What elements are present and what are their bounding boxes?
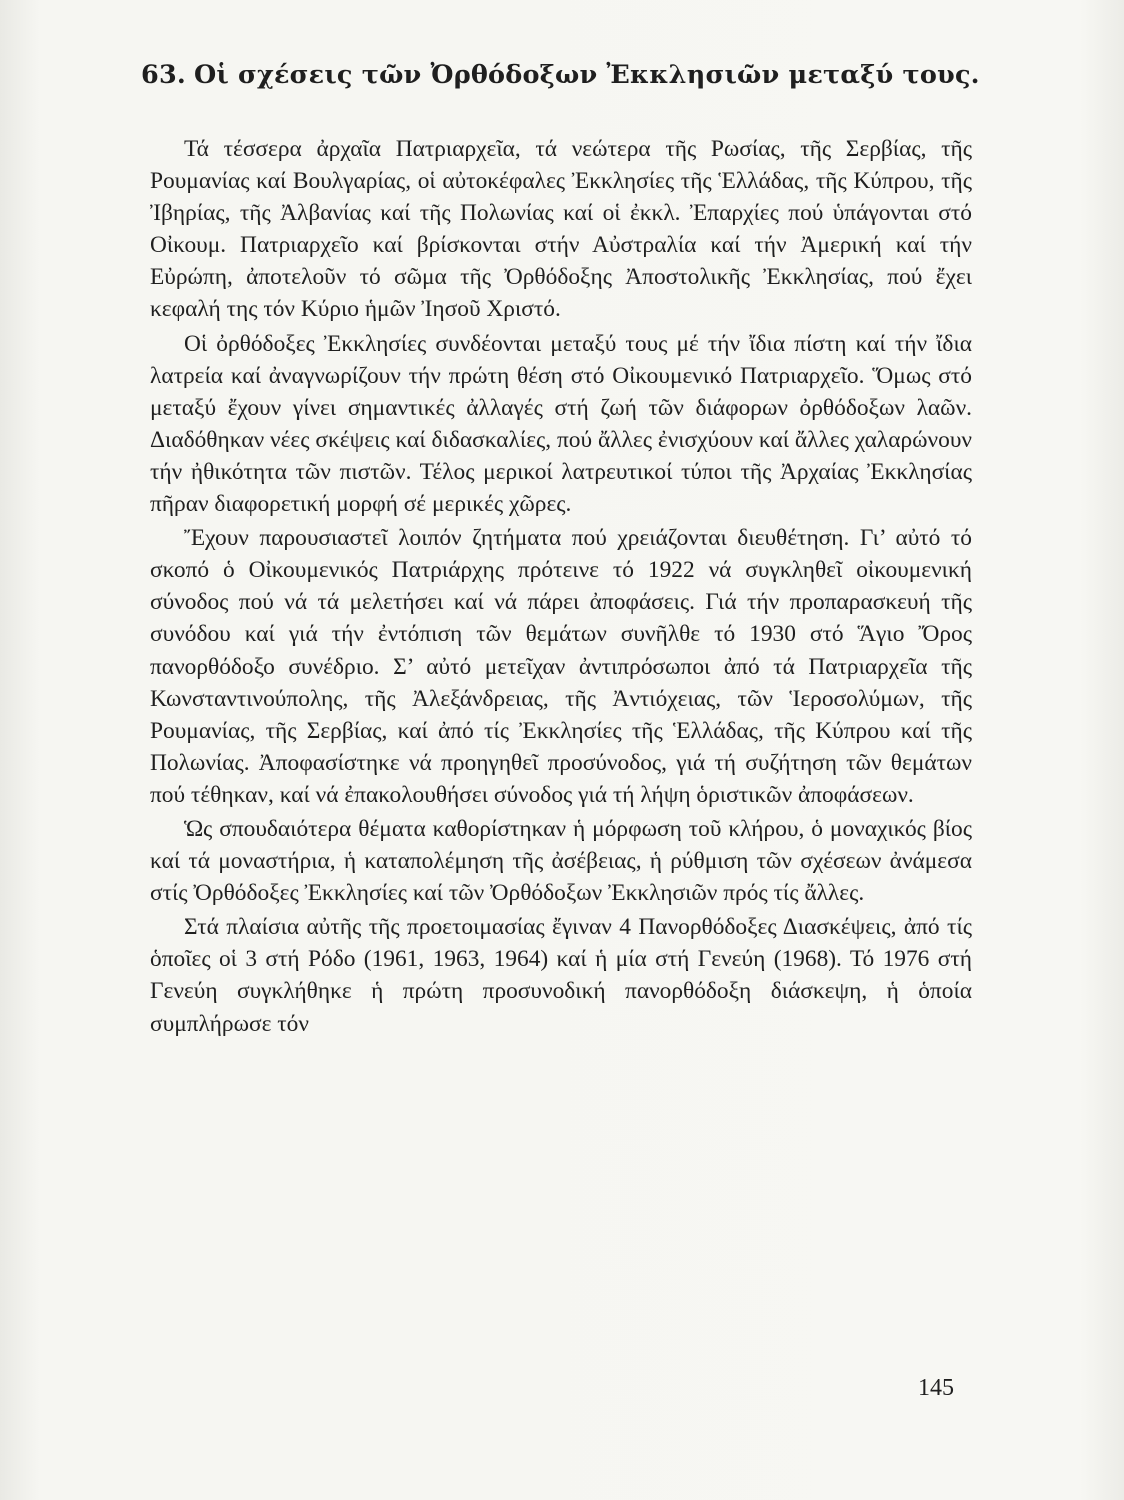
paragraph-1: Τά τέσσερα ἀρχαῖα Πατριαρχεῖα, τά νεώτερα τῆς Ρωσίας, τῆς Σερβίας, τῆς Ρουμανίας καί Βουλγαρίας, οἱ αὐτοκέφαλες Ἐκκλησίες τῆς Ἑλλάδας, τῆς Κύπρου, τῆς Ἰβηρίας, τῆς Ἀλβανίας καί τῆς Πολωνίας καί οἱ ἐκκλ. Ἐπαρχίες πού ὑπάγονται στό Οἰκουμ. Πατριαρχεῖο καί βρίσκονται στήν Αὐστραλία καί τήν Ἀμερική καί τήν Εὐρώπη, ἀποτελοῦν τό σῶμα τῆς Ὀρθόδοξης Ἀποστολικῆς Ἐκκλησίας, πού ἔχει κεφαλή της τόν Κύριο ἡμῶν Ἰησοῦ Χριστό. [150, 136, 972, 323]
section-title: Οἱ σχέσεις τῶν Ὀρθόδοξων Ἐκκλησιῶν μεταξύ τους. [193, 60, 980, 90]
body-text [150, 133, 972, 1040]
paragraph-5: Στά πλαίσια αὐτῆς τῆς προετοιμασίας ἔγιναν 4 Πανορθόδοξες Διασκέψεις, ἀπό τίς ὁποῖες οἱ 3 στή Ρόδο (1961, 1963, 1964) καί ἡ μία στή Γενεύη (1968). Τό 1976 στή Γενεύη συγκλήθηκε ἡ πρώτη προσυνοδική πανορθόδοξη διάσκεψη, ἡ ὁποία συμπλήρωσε τόν [150, 914, 972, 1037]
section-heading [141, 60, 1001, 90]
section-number: 63. [141, 60, 186, 90]
paragraph-3: Ἔχουν παρουσιαστεῖ λοιπόν ζητήματα πού χρειάζονται διευθέτηση. Γι’ αὐτό τό σκοπό ὁ Οἰκουμενικός Πατριάρχης πρότεινε τό 1922 νά συγκληθεῖ οἰκουμενική σύνοδος πού νά τά μελετήσει καί νά πάρει ἀποφάσεις. Γιά τήν προπαρασκευή τῆς συνόδου καί γιά τήν ἐντόπιση τῶν θεμάτων συνῆλθε τό 1930 στό Ἅγιο Ὄρος πανορθόδοξο συνέδριο. Σ’ αὐτό μετεῖχαν ἀντιπρόσωποι ἀπό τά Πατριαρχεῖα τῆς Κωνσταντινούπολης, τῆς Ἀλεξάνδρειας, τῆς Ἀντιόχειας, τῶν Ἱεροσολύμων, τῆς Ρουμανίας, τῆς Σερβίας, καί ἀπό τίς Ἐκκλησίες τῆς Ἑλλάδας, τῆς Κύπρου καί τῆς Πολωνίας. Ἀποφασίστηκε νά προηγηθεῖ προσύνοδος, γιά τή συζήτηση τῶν θεμάτων πού τέθηκαν, καί νά ἐπακολουθήσει σύνοδος γιά τή λήψη ὁριστικῶν ἀποφάσεων. [150, 525, 972, 808]
page-number: 145 [918, 1375, 954, 1401]
paragraph-2: Οἱ ὀρθόδοξες Ἐκκλησίες συνδέονται μεταξύ τους μέ τήν ἴδια πίστη καί τήν ἴδια λατρεία καί ἀναγνωρίζουν τήν πρώτη θέση στό Οἰκουμενικό Πατριαρχεῖο. Ὅμως στό μεταξύ ἔχουν γίνει σημαντικές ἀλλαγές στή ζωή τῶν διάφορων ὀρθόδοξων λαῶν. Διαδόθηκαν νέες σκέψεις καί διδασκαλίες, πού ἄλλες ἐνισχύουν καί ἄλλες χαλαρώνουν τήν ἠθικότητα τῶν πιστῶν. Τέλος μερικοί λατρευτικοί τύποι τῆς Ἀρχαίας Ἐκκλησίας πῆραν διαφορετική μορφή σέ μερικές χῶρες. [150, 330, 972, 518]
paragraph-4: Ὡς σπουδαιότερα θέματα καθορίστηκαν ἡ μόρφωση τοῦ κλήρου, ὁ μοναχικός βίος καί τά μοναστήρια, ἡ καταπολέμηση τῆς ἀσέβειας, ἡ ρύθμιση τῶν σχέσεων ἀνάμεσα στίς Ὀρθόδοξες Ἐκκλησίες καί τῶν Ὀρθόδοξων Ἐκκλησιῶν πρός τίς ἄλλες. [150, 815, 972, 907]
